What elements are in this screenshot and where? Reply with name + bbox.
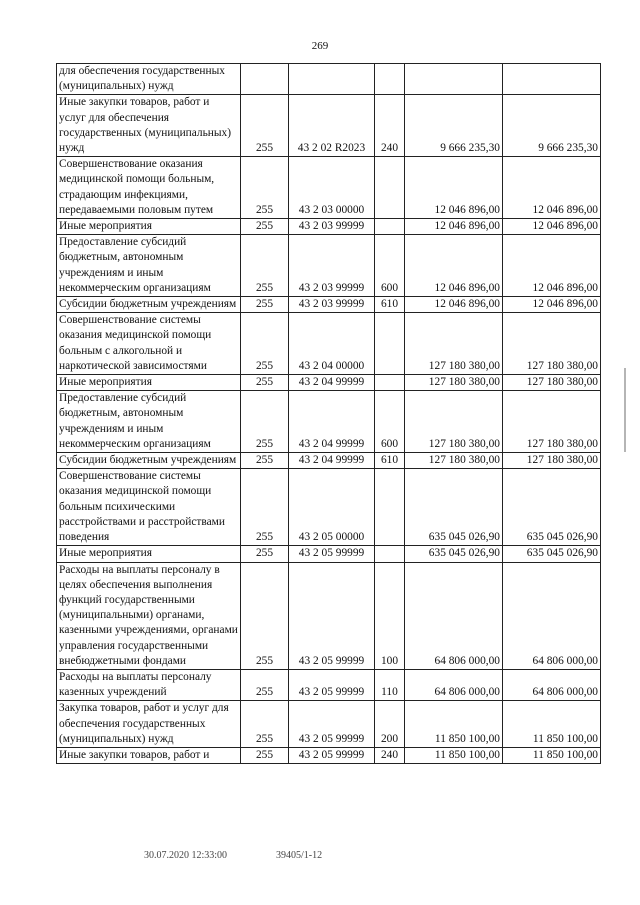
row-csr-cell [289,64,375,95]
row-name-cell: для обеспечения государственных (муниципальных) нужд [57,64,241,95]
row-csr-cell: 43 2 03 00000 [289,157,375,219]
row-name-cell: Предоставление субсидий бюджетным, автономным учреждениям и иным некоммерческим организациям [57,391,241,453]
table-row [57,391,601,453]
table-row [57,95,601,157]
table-row [57,453,601,469]
row-sum-2020-cell: 11 850 100,00 [405,701,503,748]
row-sum-total-cell: 12 046 896,00 [503,219,601,235]
row-csr-cell: 43 2 04 99999 [289,453,375,469]
row-csr-cell: 43 2 05 99999 [289,546,375,562]
row-sum-total-cell: 64 806 000,00 [503,669,601,700]
row-sum-total-cell: 12 046 896,00 [503,297,601,313]
table-row [57,313,601,375]
row-name-cell: Иные мероприятия [57,219,241,235]
row-name-cell: Иные закупки товаров, работ и услуг для обеспечения государственных (муниципальных) нужд [57,95,241,157]
row-name-cell: Субсидии бюджетным учреждениям [57,453,241,469]
row-ved-cell: 255 [241,95,289,157]
footer-document-id: 39405/1-12 [276,850,323,861]
row-vr-cell: 240 [375,95,405,157]
table-row [57,157,601,219]
footer-timestamp: 30.07.2020 12:33:00 [144,850,228,861]
row-name-cell: Предоставление субсидий бюджетным, автономным учреждениям и иным некоммерческим организациям [57,235,241,297]
budget-table [56,63,601,764]
row-name-cell: Совершенствование системы оказания медицинской помощи больным с алкогольной и наркотической зависимостями [57,313,241,375]
row-ved-cell: 255 [241,313,289,375]
row-ved-cell: 255 [241,469,289,546]
row-sum-2020-cell: 635 045 026,90 [405,546,503,562]
row-sum-2020-cell: 12 046 896,00 [405,235,503,297]
row-name-cell: Иные закупки товаров, работ и [57,747,241,763]
row-csr-cell: 43 2 05 99999 [289,562,375,669]
table-row [57,297,601,313]
row-sum-total-cell: 11 850 100,00 [503,747,601,763]
row-vr-cell [375,64,405,95]
row-sum-2020-cell: 12 046 896,00 [405,157,503,219]
row-csr-cell: 43 2 02 R2023 [289,95,375,157]
row-ved-cell: 255 [241,546,289,562]
row-vr-cell: 610 [375,297,405,313]
page-number: 269 [311,40,329,52]
row-vr-cell: 100 [375,562,405,669]
row-csr-cell: 43 2 04 99999 [289,375,375,391]
row-name-cell: Расходы на выплаты персоналу казенных учреждений [57,669,241,700]
row-vr-cell: 200 [375,701,405,748]
row-sum-total-cell: 12 046 896,00 [503,157,601,219]
table-row [57,235,601,297]
row-vr-cell: 600 [375,391,405,453]
table-row [57,562,601,669]
table-body [57,64,601,764]
row-name-cell: Иные мероприятия [57,375,241,391]
row-sum-total-cell: 64 806 000,00 [503,562,601,669]
row-csr-cell: 43 2 03 99999 [289,297,375,313]
row-name-cell: Закупка товаров, работ и услуг для обеспечения государственных (муниципальных) нужд [57,701,241,748]
row-csr-cell: 43 2 03 99999 [289,235,375,297]
row-vr-cell [375,157,405,219]
row-sum-total-cell: 635 045 026,90 [503,546,601,562]
row-sum-2020-cell: 11 850 100,00 [405,747,503,763]
row-sum-total-cell [503,64,601,95]
row-vr-cell [375,313,405,375]
row-vr-cell [375,375,405,391]
row-sum-2020-cell: 127 180 380,00 [405,453,503,469]
table-row [57,669,601,700]
row-sum-total-cell: 9 666 235,30 [503,95,601,157]
row-sum-total-cell: 127 180 380,00 [503,391,601,453]
table-row [57,469,601,546]
row-vr-cell: 600 [375,235,405,297]
row-csr-cell: 43 2 05 99999 [289,669,375,700]
row-sum-total-cell: 127 180 380,00 [503,313,601,375]
row-name-cell: Совершенствование системы оказания медицинской помощи больным психическими расстройствами и расстройствами поведения [57,469,241,546]
scan-edge-mark [624,368,626,452]
row-ved-cell: 255 [241,562,289,669]
row-vr-cell: 240 [375,747,405,763]
row-ved-cell: 255 [241,157,289,219]
row-sum-2020-cell: 127 180 380,00 [405,375,503,391]
row-csr-cell: 43 2 04 00000 [289,313,375,375]
row-ved-cell: 255 [241,219,289,235]
row-csr-cell: 43 2 05 99999 [289,701,375,748]
row-sum-2020-cell: 64 806 000,00 [405,562,503,669]
row-sum-total-cell: 127 180 380,00 [503,453,601,469]
row-sum-2020-cell: 635 045 026,90 [405,469,503,546]
table-row [57,546,601,562]
row-csr-cell: 43 2 05 99999 [289,747,375,763]
table-row [57,747,601,763]
row-vr-cell: 110 [375,669,405,700]
row-csr-cell: 43 2 05 00000 [289,469,375,546]
row-sum-total-cell: 127 180 380,00 [503,375,601,391]
row-sum-2020-cell: 64 806 000,00 [405,669,503,700]
row-name-cell: Совершенствование оказания медицинской помощи больным, страдающим инфекциями, передаваемыми половым путем [57,157,241,219]
table-row [57,701,601,748]
row-sum-2020-cell: 12 046 896,00 [405,219,503,235]
table-row [57,375,601,391]
table-row [57,64,601,95]
row-sum-total-cell: 635 045 026,90 [503,469,601,546]
row-sum-2020-cell [405,64,503,95]
row-vr-cell: 610 [375,453,405,469]
row-ved-cell: 255 [241,747,289,763]
row-sum-total-cell: 12 046 896,00 [503,235,601,297]
table-row [57,219,601,235]
row-vr-cell [375,219,405,235]
row-sum-2020-cell: 12 046 896,00 [405,297,503,313]
row-sum-2020-cell: 127 180 380,00 [405,313,503,375]
row-ved-cell: 255 [241,669,289,700]
row-name-cell: Расходы на выплаты персоналу в целях обеспечения выполнения функций государственными (муниципальными) органами, казенными учреждениями, органами управления государственными внебюджетными фондами [57,562,241,669]
row-ved-cell [241,64,289,95]
row-sum-2020-cell: 127 180 380,00 [405,391,503,453]
row-ved-cell: 255 [241,297,289,313]
row-ved-cell: 255 [241,391,289,453]
row-name-cell: Субсидии бюджетным учреждениям [57,297,241,313]
row-vr-cell [375,546,405,562]
row-sum-total-cell: 11 850 100,00 [503,701,601,748]
row-vr-cell [375,469,405,546]
row-csr-cell: 43 2 03 99999 [289,219,375,235]
row-ved-cell: 255 [241,701,289,748]
row-ved-cell: 255 [241,453,289,469]
row-ved-cell: 255 [241,375,289,391]
row-name-cell: Иные мероприятия [57,546,241,562]
row-sum-2020-cell: 9 666 235,30 [405,95,503,157]
row-ved-cell: 255 [241,235,289,297]
row-csr-cell: 43 2 04 99999 [289,391,375,453]
